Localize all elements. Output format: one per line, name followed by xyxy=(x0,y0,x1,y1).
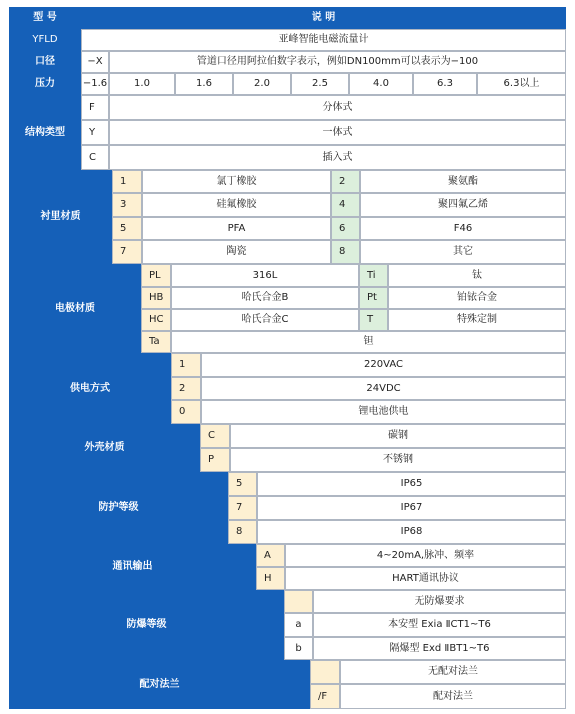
electrode-code: T xyxy=(359,309,388,331)
protect-desc: IP68 xyxy=(257,520,566,544)
flange-desc: 配对法兰 xyxy=(340,684,566,709)
explosion-code xyxy=(284,590,313,613)
electrode-desc: 哈氏合金C xyxy=(171,309,359,331)
electrode-code: HB xyxy=(141,287,171,309)
power-label: 供电方式 xyxy=(9,353,171,424)
lining-desc: F46 xyxy=(360,217,566,240)
explosion-desc: 无防爆要求 xyxy=(313,590,566,613)
explosion-code: a xyxy=(284,613,313,637)
electrode-code: Ti xyxy=(359,264,388,287)
structure-code: Y xyxy=(81,120,109,145)
protect-code: 7 xyxy=(228,496,257,520)
power-desc: 锂电池供电 xyxy=(201,400,566,424)
structure-desc: 插入式 xyxy=(109,145,566,170)
power-desc: 24VDC xyxy=(201,377,566,400)
electrode-code: PL xyxy=(141,264,171,287)
power-code: 1 xyxy=(171,353,201,377)
lining-code: 4 xyxy=(331,193,360,217)
lining-desc: 氯丁橡胶 xyxy=(142,170,331,193)
pressure-value: 2.5 xyxy=(291,73,349,95)
yfld-desc: 亚峰智能电磁流量计 xyxy=(81,29,566,51)
yfld-code: YFLD xyxy=(9,29,81,51)
power-code: 2 xyxy=(171,377,201,400)
lining-code: 2 xyxy=(331,170,360,193)
pressure-value: 2.0 xyxy=(233,73,291,95)
lining-desc: 聚四氟乙烯 xyxy=(360,193,566,217)
electrode-desc: 铂铱合金 xyxy=(388,287,566,309)
lining-desc: 陶瓷 xyxy=(142,240,331,264)
flange-label: 配对法兰 xyxy=(9,660,310,709)
protect-code: 5 xyxy=(228,472,257,496)
structure-desc: 分体式 xyxy=(109,95,566,120)
spec-table xyxy=(9,7,566,709)
electrode-desc: 哈氏合金B xyxy=(171,287,359,309)
caliber-desc: 管道口径用阿拉伯数字表示，例如DN100mm可以表示为−100 xyxy=(109,51,566,73)
lining-code: 8 xyxy=(331,240,360,264)
comm-desc: 4~20mA,脉冲、频率 xyxy=(285,544,566,567)
protect-label: 防护等级 xyxy=(9,472,228,544)
shell-desc: 碳钢 xyxy=(230,424,566,448)
shell-code: C xyxy=(200,424,230,448)
structure-desc: 一体式 xyxy=(109,120,566,145)
flange-desc: 无配对法兰 xyxy=(340,660,566,684)
shell-desc: 不锈钢 xyxy=(230,448,566,472)
electrode-label: 电极材质 xyxy=(9,264,141,353)
pressure-value: 6.3 xyxy=(413,73,477,95)
flange-code xyxy=(310,660,340,684)
protect-desc: IP67 xyxy=(257,496,566,520)
lining-desc: 其它 xyxy=(360,240,566,264)
lining-code: 5 xyxy=(112,217,142,240)
pressure-value: 4.0 xyxy=(349,73,413,95)
pressure-label: 压力 xyxy=(9,73,81,95)
electrode-desc: 钛 xyxy=(388,264,566,287)
power-code: 0 xyxy=(171,400,201,424)
explosion-desc: 隔爆型 Exd ⅡBT1~T6 xyxy=(313,637,566,660)
comm-label: 通讯输出 xyxy=(9,544,256,590)
explosion-desc: 本安型 Exia ⅡCT1~T6 xyxy=(313,613,566,637)
pressure-value: 1.6 xyxy=(175,73,233,95)
pressure-value: 1.0 xyxy=(109,73,175,95)
protect-desc: IP65 xyxy=(257,472,566,496)
lining-code: 7 xyxy=(112,240,142,264)
electrode-code: Ta xyxy=(141,331,171,353)
comm-desc: HART通讯协议 xyxy=(285,567,566,590)
lining-code: 3 xyxy=(112,193,142,217)
caliber-code: −X xyxy=(81,51,109,73)
flange-code: /F xyxy=(310,684,340,709)
electrode-desc: 钽 xyxy=(171,331,566,353)
electrode-desc: 316L xyxy=(171,264,359,287)
header-desc: 说 明 xyxy=(81,7,566,29)
lining-desc: 聚氨酯 xyxy=(360,170,566,193)
lining-code: 1 xyxy=(112,170,142,193)
lining-desc: 硅氟橡胶 xyxy=(142,193,331,217)
comm-code: H xyxy=(256,567,285,590)
lining-desc: PFA xyxy=(142,217,331,240)
shell-code: P xyxy=(200,448,230,472)
electrode-code: Pt xyxy=(359,287,388,309)
protect-code: 8 xyxy=(228,520,257,544)
caliber-label: 口径 xyxy=(9,51,81,73)
electrode-code: HC xyxy=(141,309,171,331)
lining-code: 6 xyxy=(331,217,360,240)
lining-label: 衬里材质 xyxy=(9,170,112,264)
explosion-label: 防爆等级 xyxy=(9,590,284,660)
structure-code: C xyxy=(81,145,109,170)
explosion-code: b xyxy=(284,637,313,660)
structure-code: F xyxy=(81,95,109,120)
comm-code: A xyxy=(256,544,285,567)
electrode-desc: 特殊定制 xyxy=(388,309,566,331)
power-desc: 220VAC xyxy=(201,353,566,377)
shell-label: 外壳材质 xyxy=(9,424,200,472)
structure-label: 结构类型 xyxy=(9,95,81,170)
pressure-value: −1.6 xyxy=(81,73,109,95)
pressure-value: 6.3以上 xyxy=(477,73,566,95)
header-model: 型 号 xyxy=(9,7,81,29)
